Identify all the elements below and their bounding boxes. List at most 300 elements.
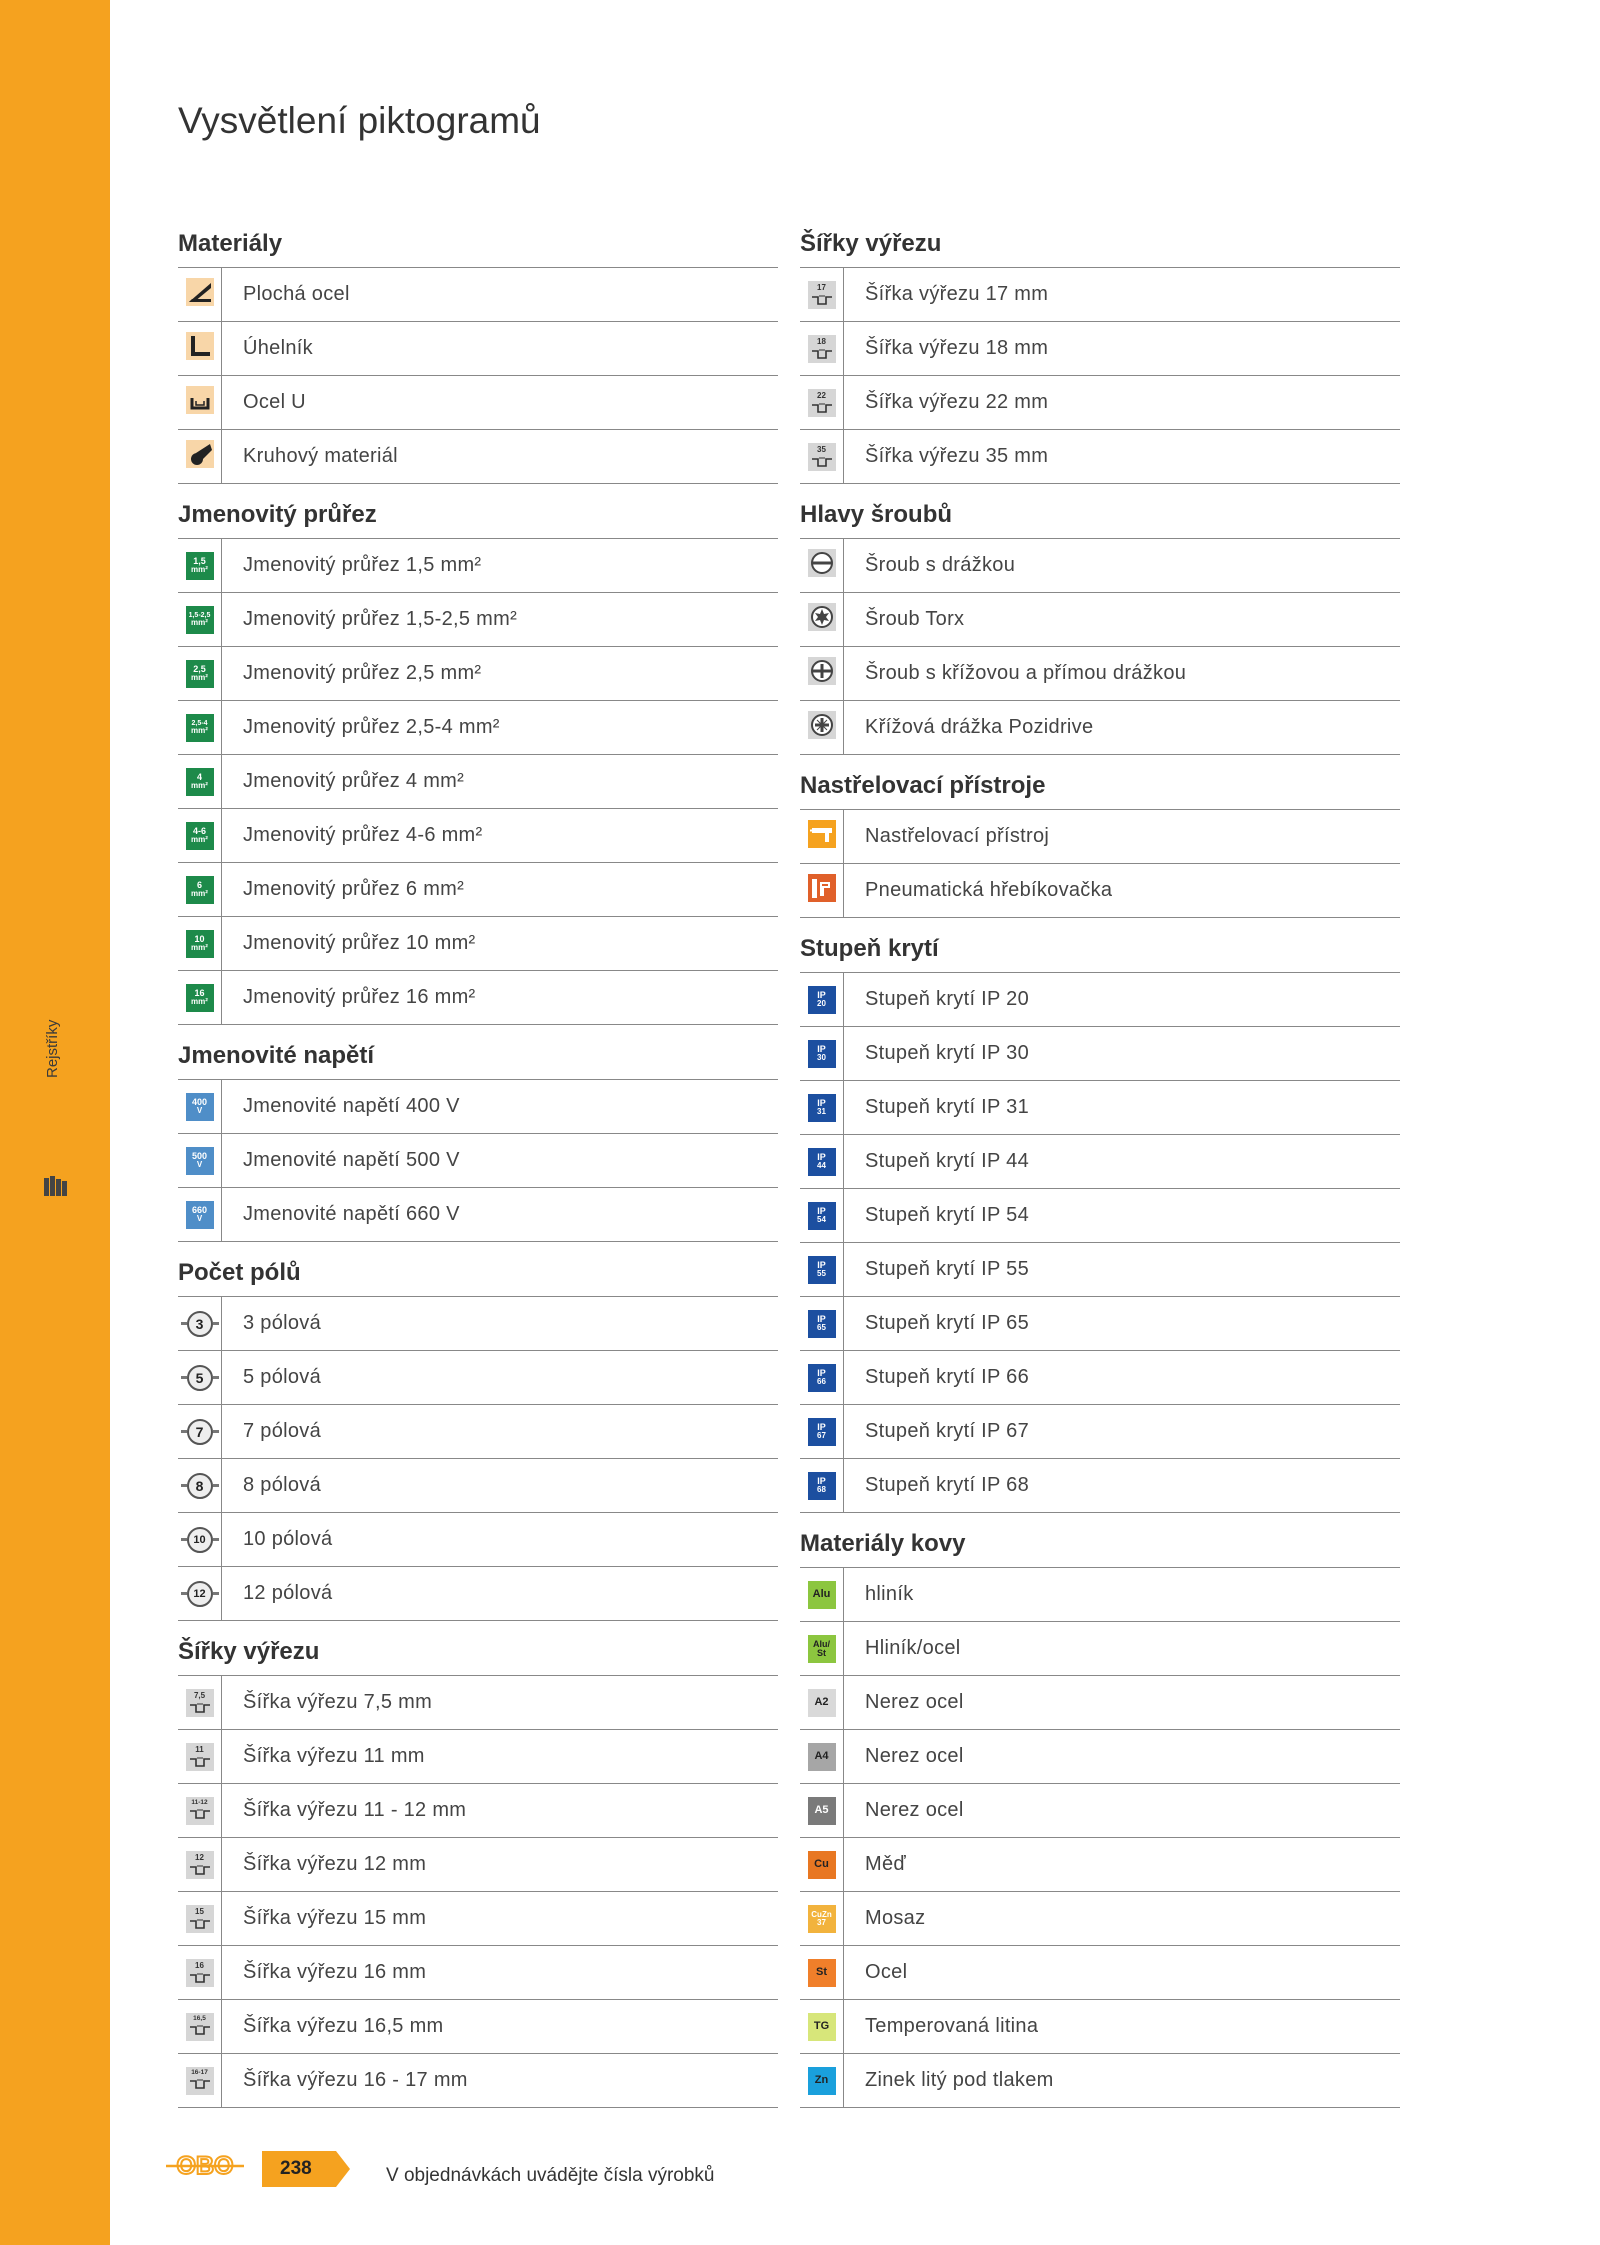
pictogram-row	[800, 1243, 1400, 1297]
icon-cell	[178, 1080, 222, 1133]
voltage-icon	[186, 1147, 214, 1175]
metal-badge-icon: Alu	[808, 1581, 836, 1609]
pole-dash	[213, 1538, 219, 1541]
pictogram-row	[800, 810, 1400, 864]
ip-rating-icon	[808, 1418, 836, 1446]
pictogram-label: Šířka výřezu 18 mm	[865, 337, 1049, 359]
pictogram-row	[800, 1946, 1400, 2000]
pictogram-row	[800, 1297, 1400, 1351]
pictogram-label: Křížová drážka Pozidrive	[865, 716, 1094, 738]
pictogram-label: Stupeň krytí IP 30	[865, 1042, 1030, 1064]
cross-section-icon	[186, 930, 214, 958]
pictogram-label: Jmenovité napětí 400 V	[243, 1095, 460, 1117]
icon-unit: mm²	[191, 618, 208, 627]
tab-arrow-icon	[336, 2151, 350, 2187]
slot-width-icon	[808, 335, 836, 363]
icon-cell	[178, 863, 222, 916]
icon-cell	[178, 2000, 222, 2053]
pictogram-row	[800, 376, 1400, 430]
slot-value: 11-12	[191, 1798, 208, 1806]
pictogram-row	[178, 2000, 778, 2054]
icon-code: IP	[817, 1152, 826, 1162]
pictogram-label: Šířka výřezu 11 mm	[243, 1745, 425, 1767]
icon-cell	[178, 647, 222, 700]
icon-code: IP	[817, 1422, 826, 1432]
pictogram-label: Temperovaná litina	[865, 2015, 1039, 2037]
slot-width-icon	[808, 281, 836, 309]
pictogram-row	[178, 430, 778, 484]
icon-unit: 31	[817, 1107, 826, 1116]
icon-unit: 44	[817, 1161, 826, 1170]
pictogram-label: Jmenovitý průřez 4 mm²	[243, 770, 465, 792]
icon-cell	[178, 1730, 222, 1783]
flat-steel-icon	[186, 278, 214, 311]
ip-rating-icon	[808, 1310, 836, 1338]
pole-dash	[213, 1322, 219, 1325]
pictogram-label: 8 pólová	[243, 1474, 322, 1496]
icon-cell	[178, 376, 222, 429]
icon-code: 400	[191, 1097, 208, 1107]
pictogram-row	[178, 1946, 778, 2000]
pictogram-row	[800, 1622, 1400, 1676]
icon-code: 4-6	[192, 826, 206, 836]
ip-rating-icon	[808, 1148, 836, 1176]
section-title: Počet pólů	[178, 1242, 778, 1297]
slot-width-icon	[186, 2013, 214, 2041]
metal-badge-icon: Alu/ St	[808, 1635, 836, 1663]
icon-code: 660	[191, 1205, 208, 1215]
icon-cell	[178, 971, 222, 1024]
book-icon	[44, 1176, 68, 1201]
slot-value: 7,5	[193, 1690, 206, 1700]
pictogram-row	[800, 701, 1400, 755]
icon-cell	[178, 1676, 222, 1729]
sidebar-label: Rejstříky	[44, 1019, 61, 1078]
slotted-screw-icon	[808, 549, 836, 582]
pictogram-label: Stupeň krytí IP 54	[865, 1204, 1030, 1226]
icon-cell	[800, 539, 844, 592]
pictogram-row	[800, 1838, 1400, 1892]
icon-cell	[800, 1892, 844, 1945]
pictogram-row	[178, 539, 778, 593]
pictogram-row	[800, 1351, 1400, 1405]
pictogram-label: Stupeň krytí IP 68	[865, 1474, 1030, 1496]
pictogram-row	[178, 1080, 778, 1134]
icon-cell	[178, 2054, 222, 2107]
voltage-icon	[186, 1201, 214, 1229]
section-title: Materiály	[178, 220, 778, 268]
pictogram-row	[178, 1784, 778, 1838]
pictogram-row	[178, 593, 778, 647]
pole-count-icon	[181, 1473, 219, 1499]
pole-count-icon	[181, 1527, 219, 1553]
pole-number: 12	[187, 1581, 213, 1607]
pictogram-row	[800, 1405, 1400, 1459]
metal-badge-icon: A5	[808, 1797, 836, 1825]
icon-cell	[800, 701, 844, 754]
pole-dash	[181, 1322, 187, 1325]
icon-cell	[178, 430, 222, 483]
icon-code: 1,5-2,5	[188, 612, 211, 619]
pictogram-row	[178, 701, 778, 755]
icon-cell	[178, 1459, 222, 1512]
slot-value: 35	[817, 444, 826, 454]
pictogram-label: Ocel	[865, 1961, 908, 1983]
pictogram-label: Jmenovitý průřez 1,5 mm²	[243, 554, 482, 576]
icon-cell	[800, 1459, 844, 1512]
icon-unit: 55	[817, 1269, 826, 1278]
icon-code: IP	[817, 1044, 826, 1054]
ip-rating-icon	[808, 1364, 836, 1392]
icon-code: IP	[817, 1314, 826, 1324]
icon-unit: mm²	[191, 673, 208, 682]
pole-number: 10	[187, 1527, 213, 1553]
icon-unit: 65	[817, 1323, 826, 1332]
pictogram-row	[800, 1459, 1400, 1513]
pole-dash	[181, 1430, 187, 1433]
obo-logo	[166, 2152, 244, 2185]
pictogram-label: 7 pólová	[243, 1420, 322, 1442]
u-channel-icon	[186, 386, 214, 419]
pictogram-label: Jmenovitý průřez 16 mm²	[243, 986, 476, 1008]
pictogram-label: Šířka výřezu 16,5 mm	[243, 2015, 444, 2037]
pictogram-label: Stupeň krytí IP 20	[865, 988, 1030, 1010]
pictogram-row	[800, 1784, 1400, 1838]
pictogram-row	[178, 863, 778, 917]
icon-cell	[800, 1189, 844, 1242]
pictogram-label: Stupeň krytí IP 55	[865, 1258, 1030, 1280]
icon-code: IP	[817, 1476, 826, 1486]
icon-cell	[800, 1946, 844, 1999]
pictogram-row	[178, 809, 778, 863]
icon-cell	[178, 1188, 222, 1241]
section-title: Jmenovitý průřez	[178, 484, 778, 539]
pole-dash	[213, 1592, 219, 1595]
icon-cell	[178, 701, 222, 754]
pictogram-label: Kruhový materiál	[243, 445, 398, 467]
pictogram-row	[178, 1892, 778, 1946]
pictogram-row	[178, 1297, 778, 1351]
pictogram-label: Plochá ocel	[243, 283, 350, 305]
slot-value: 15	[195, 1906, 204, 1916]
metal-badge-icon: St	[808, 1959, 836, 1987]
pictogram-row	[178, 1459, 778, 1513]
pictogram-row	[178, 1351, 778, 1405]
icon-code: 4	[196, 772, 202, 782]
svg-text:OBO: OBO	[176, 2152, 234, 2180]
pictogram-row	[800, 593, 1400, 647]
pictogram-row	[178, 1567, 778, 1621]
icon-cell	[800, 1784, 844, 1837]
pictogram-label: hliník	[865, 1583, 914, 1605]
left-column	[178, 220, 778, 2108]
icon-unit: mm²	[191, 943, 208, 952]
section-title: Šířky výřezu	[800, 220, 1400, 268]
slot-width-icon	[186, 1797, 214, 1825]
slot-width-icon	[186, 1743, 214, 1771]
icon-unit: mm²	[191, 726, 208, 735]
slot-width-icon	[808, 389, 836, 417]
pole-count-icon	[181, 1419, 219, 1445]
pictogram-row	[800, 1730, 1400, 1784]
icon-cell	[178, 1784, 222, 1837]
pictogram-label: Šířka výřezu 12 mm	[243, 1853, 427, 1875]
icon-code: 1,5	[193, 556, 206, 566]
cross-section-icon	[186, 768, 214, 796]
combi-screw-icon	[808, 657, 836, 690]
pictogram-row	[178, 647, 778, 701]
icon-cell	[800, 593, 844, 646]
pictogram-label: Pneumatická hřebíkovačka	[865, 879, 1113, 901]
pole-dash	[213, 1484, 219, 1487]
pictogram-label: Šroub s drážkou	[865, 554, 1016, 576]
pictogram-label: Ocel U	[243, 391, 306, 413]
pictogram-row	[178, 1405, 778, 1459]
ip-rating-icon	[808, 1472, 836, 1500]
ip-rating-icon	[808, 1094, 836, 1122]
icon-cell	[800, 1838, 844, 1891]
section-title: Jmenovité napětí	[178, 1025, 778, 1080]
icon-cell	[800, 1351, 844, 1404]
pictogram-row	[800, 1568, 1400, 1622]
pictogram-row	[800, 539, 1400, 593]
slot-value: 16-17	[191, 2068, 208, 2076]
icon-cell	[800, 268, 844, 321]
icon-cell	[178, 1405, 222, 1458]
pictogram-row	[800, 864, 1400, 918]
pictogram-label: Šířka výřezu 16 - 17 mm	[243, 2069, 468, 2091]
slot-value: 11	[195, 1744, 204, 1754]
pictogram-row	[178, 971, 778, 1025]
pictogram-row	[800, 268, 1400, 322]
pictogram-label: Šířka výřezu 15 mm	[243, 1907, 427, 1929]
metal-badge-icon: A4	[808, 1743, 836, 1771]
pictogram-label: Jmenovitý průřez 2,5 mm²	[243, 662, 482, 684]
powder-actuated-tool-icon	[808, 820, 836, 853]
pictogram-label: Měď	[865, 1853, 906, 1875]
icon-cell	[800, 322, 844, 375]
slot-value: 16,5	[193, 2014, 206, 2022]
pictogram-row	[800, 430, 1400, 484]
metal-badge-icon: Cu	[808, 1851, 836, 1879]
slot-width-icon	[808, 443, 836, 471]
icon-cell	[800, 1297, 844, 1350]
pictogram-label: Jmenovitý průřez 2,5-4 mm²	[243, 716, 500, 738]
pictogram-label: Stupeň krytí IP 65	[865, 1312, 1030, 1334]
sidebar	[0, 0, 110, 2245]
page-number: 238	[262, 2151, 336, 2187]
ip-rating-icon	[808, 1256, 836, 1284]
pictogram-label: Nerez ocel	[865, 1745, 964, 1767]
pictogram-row	[800, 1135, 1400, 1189]
icon-cell	[800, 2000, 844, 2053]
page-title: Vysvětlení piktogramů	[178, 100, 541, 141]
icon-cell	[800, 1676, 844, 1729]
icon-unit: 67	[817, 1431, 826, 1440]
icon-cell	[178, 268, 222, 321]
slot-width-icon	[186, 1905, 214, 1933]
pictogram-label: Jmenovitý průřez 10 mm²	[243, 932, 476, 954]
pictogram-row	[178, 1676, 778, 1730]
pictogram-row	[800, 322, 1400, 376]
pole-count-icon	[181, 1365, 219, 1391]
icon-cell	[800, 1622, 844, 1675]
voltage-icon	[186, 1093, 214, 1121]
pictogram-row	[178, 1730, 778, 1784]
pictogram-label: Nastřelovací přístroj	[865, 825, 1050, 847]
slot-value: 18	[817, 336, 826, 346]
metal-badge-icon: A2	[808, 1689, 836, 1717]
cross-section-icon	[186, 606, 214, 634]
icon-unit: mm²	[191, 781, 208, 790]
pictogram-label: Šířka výřezu 22 mm	[865, 391, 1049, 413]
icon-cell	[800, 2054, 844, 2107]
cross-section-icon	[186, 984, 214, 1012]
icon-cell	[178, 539, 222, 592]
pictogram-row	[178, 1513, 778, 1567]
pictogram-label: 10 pólová	[243, 1528, 333, 1550]
pictogram-row	[178, 1188, 778, 1242]
icon-cell	[178, 1892, 222, 1945]
icon-cell	[800, 1730, 844, 1783]
pictogram-row	[800, 1676, 1400, 1730]
pictogram-label: Zinek litý pod tlakem	[865, 2069, 1054, 2091]
icon-cell	[800, 973, 844, 1026]
pole-number: 7	[187, 1419, 213, 1445]
icon-unit: V	[196, 1106, 203, 1115]
icon-unit: 54	[817, 1215, 826, 1224]
pictogram-row	[178, 755, 778, 809]
icon-cell	[178, 1513, 222, 1566]
icon-code: IP	[817, 1260, 826, 1270]
pictogram-row	[178, 376, 778, 430]
round-material-icon	[186, 440, 214, 473]
section-title: Stupeň krytí	[800, 918, 1400, 973]
icon-code: 500	[191, 1151, 208, 1161]
torx-screw-icon	[808, 603, 836, 636]
pictogram-label: Jmenovité napětí 500 V	[243, 1149, 460, 1171]
pictogram-label: Hliník/ocel	[865, 1637, 961, 1659]
section-title: Materiály kovy	[800, 1513, 1400, 1568]
pneumatic-nailer-icon	[808, 874, 836, 907]
icon-cell	[178, 1134, 222, 1187]
icon-cell	[178, 755, 222, 808]
icon-code: 2,5-4	[191, 720, 208, 727]
icon-cell	[800, 1243, 844, 1296]
cross-section-icon	[186, 714, 214, 742]
icon-cell	[800, 1135, 844, 1188]
pictogram-row	[178, 322, 778, 376]
icon-cell	[178, 917, 222, 970]
icon-unit: 66	[817, 1377, 826, 1386]
pictogram-label: Nerez ocel	[865, 1799, 964, 1821]
ip-rating-icon	[808, 1040, 836, 1068]
pictogram-row	[800, 1189, 1400, 1243]
icon-code: IP	[817, 1098, 826, 1108]
pictogram-label: Nerez ocel	[865, 1691, 964, 1713]
pole-dash	[181, 1376, 187, 1379]
icon-unit: 30	[817, 1053, 826, 1062]
section-title: Nastřelovací přístroje	[800, 755, 1400, 810]
pozidrive-screw-icon	[808, 711, 836, 744]
footer-note: V objednávkách uvádějte čísla výrobků	[386, 2165, 715, 2186]
pictogram-row	[800, 1027, 1400, 1081]
pictogram-label: 5 pólová	[243, 1366, 322, 1388]
pictogram-row	[178, 1134, 778, 1188]
icon-unit: V	[196, 1160, 203, 1169]
pictogram-label: Šroub s křížovou a přímou drážkou	[865, 662, 1187, 684]
pictogram-label: Stupeň krytí IP 31	[865, 1096, 1030, 1118]
pictogram-label: Stupeň krytí IP 67	[865, 1420, 1030, 1442]
icon-unit: mm²	[191, 565, 208, 574]
icon-cell	[178, 322, 222, 375]
icon-code: IP	[817, 1368, 826, 1378]
right-column	[800, 220, 1400, 2108]
angle-steel-icon	[186, 332, 214, 365]
pictogram-row	[800, 1081, 1400, 1135]
icon-unit: 68	[817, 1485, 826, 1494]
metal-badge-icon: TG	[808, 2013, 836, 2041]
icon-cell	[178, 1297, 222, 1350]
cross-section-icon	[186, 660, 214, 688]
icon-cell	[178, 1567, 222, 1620]
icon-code: 16	[194, 988, 205, 998]
icon-cell	[178, 1351, 222, 1404]
pole-number: 3	[187, 1311, 213, 1337]
slot-width-icon	[186, 2067, 214, 2095]
icon-code: 2,5	[193, 664, 206, 674]
pictogram-label: Šířka výřezu 35 mm	[865, 445, 1049, 467]
pictogram-row	[178, 268, 778, 322]
icon-cell	[800, 1405, 844, 1458]
slot-width-icon	[186, 1851, 214, 1879]
icon-unit: mm²	[191, 835, 208, 844]
pole-dash	[213, 1376, 219, 1379]
slot-value: 22	[817, 390, 826, 400]
pictogram-row	[800, 1892, 1400, 1946]
icon-cell	[800, 647, 844, 700]
icon-cell	[178, 1838, 222, 1891]
icon-code: IP	[817, 990, 826, 1000]
icon-cell	[178, 1946, 222, 1999]
slot-value: 17	[817, 282, 826, 292]
icon-cell	[800, 430, 844, 483]
icon-cell	[800, 376, 844, 429]
ip-rating-icon	[808, 1202, 836, 1230]
slot-width-icon	[186, 1689, 214, 1717]
cross-section-icon	[186, 552, 214, 580]
pictogram-label: Jmenovitý průřez 6 mm²	[243, 878, 465, 900]
pictogram-row	[800, 647, 1400, 701]
pictogram-label: Mosaz	[865, 1907, 926, 1929]
icon-unit: mm²	[191, 997, 208, 1006]
slot-width-icon	[186, 1959, 214, 1987]
pictogram-label: 3 pólová	[243, 1312, 322, 1334]
pole-count-icon	[181, 1311, 219, 1337]
section-title: Šířky výřezu	[178, 1621, 778, 1676]
icon-cell	[178, 593, 222, 646]
pictogram-label: Stupeň krytí IP 66	[865, 1366, 1030, 1388]
pictogram-label: Šroub Torx	[865, 608, 965, 630]
icon-code: IP	[817, 1206, 826, 1216]
cross-section-icon	[186, 876, 214, 904]
icon-cell	[800, 1081, 844, 1134]
pictogram-label: Stupeň krytí IP 44	[865, 1150, 1030, 1172]
cross-section-icon	[186, 822, 214, 850]
slot-value: 16	[195, 1960, 204, 1970]
pole-number: 5	[187, 1365, 213, 1391]
pole-number: 8	[187, 1473, 213, 1499]
